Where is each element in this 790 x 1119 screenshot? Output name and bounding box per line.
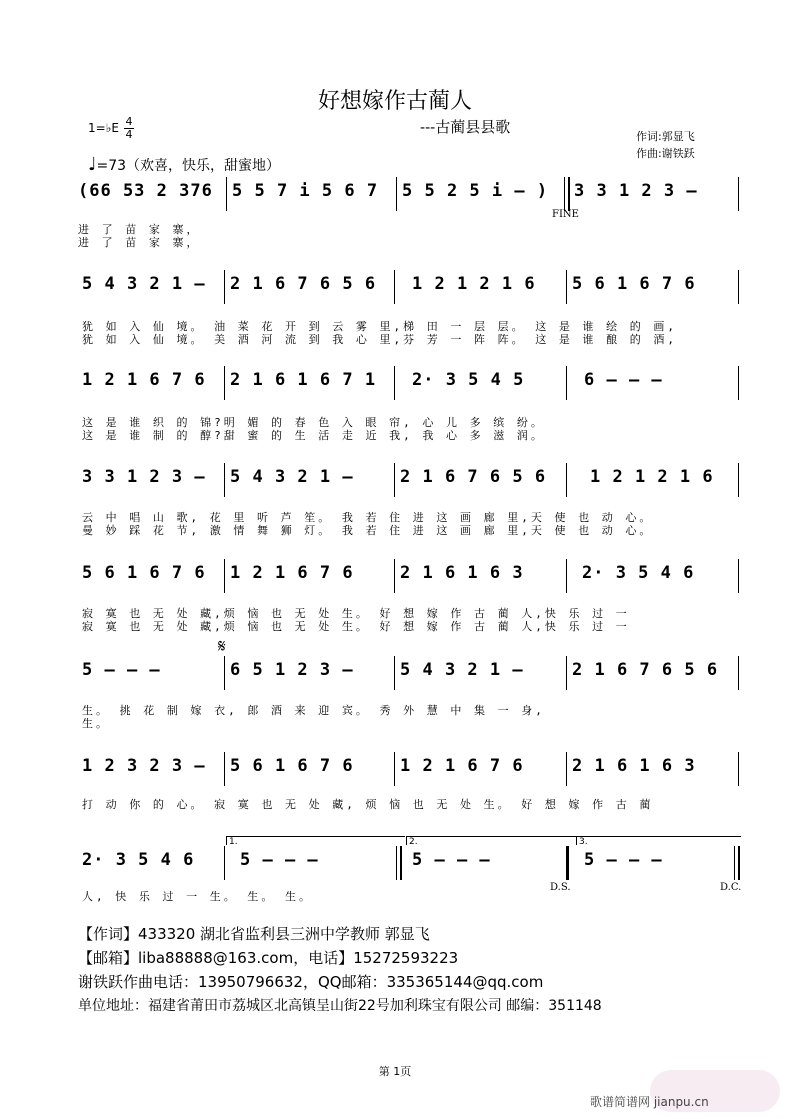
song-subtitle: ---古蔺县县歌 — [420, 118, 511, 136]
volta-3: 3. — [576, 836, 741, 845]
lyrics-verse-1: 云 中 唱 山 歌, 花 里 听 芦 笙。 我 若 住 进 这 画 廊 里,天 使 也 动 心。 — [82, 511, 654, 524]
time-signature-top: 4 — [125, 115, 133, 128]
barline — [566, 463, 567, 497]
measure: 1 2 1 6 7 6 — [230, 563, 354, 583]
measure: 5 – – – — [240, 850, 319, 870]
barline — [394, 270, 395, 304]
lyrics-verse-2: 这 是 谁 制 的 醇?甜 蜜 的 生 活 走 近 我, 我 心 多 滋 润。 — [82, 429, 545, 442]
lyrics-verse-1: 进 了 苗 家 寨， — [78, 223, 201, 236]
quarter-note-icon: ♩ — [88, 154, 97, 175]
measure: 5 5 7 i 5 6 7 — [232, 181, 379, 201]
key-signature: 1=♭E — [88, 121, 119, 135]
barline — [226, 177, 227, 211]
measure: 5 4 3 2 1 – — [82, 274, 206, 294]
repeat-barline — [396, 846, 402, 880]
measure: 2· 3 5 4 6 — [82, 850, 195, 870]
measure: 1 2 1 2 1 6 — [412, 274, 536, 294]
barline — [566, 656, 567, 690]
barline — [738, 270, 739, 304]
barline — [566, 846, 569, 880]
barline — [566, 559, 567, 593]
barline — [394, 366, 395, 400]
barline — [566, 366, 567, 400]
measure: 5 – – – — [584, 850, 663, 870]
measure: 5 – – – — [412, 850, 491, 870]
measure: 2 1 6 7 6 5 6 — [572, 660, 719, 680]
lyrics-verse-1: 犹 如 入 仙 境。 油 菜 花 开 到 云 雾 里,梯 田 一 层 层。 这 是 谁 绘 的 画, — [82, 320, 677, 333]
time-signature-bottom: 4 — [125, 128, 133, 141]
measure: 2 1 6 1 6 7 1 — [230, 370, 377, 390]
volta-1: 1. — [226, 836, 405, 845]
barline — [394, 752, 395, 786]
page-number: 第 1页 — [378, 1065, 412, 1078]
measure: 2 1 6 7 6 5 6 — [400, 467, 547, 487]
measure: 1 2 3 2 3 – — [82, 756, 206, 776]
barline — [224, 752, 225, 786]
barline — [396, 177, 397, 211]
tempo-text: =73（欢喜，快乐，甜蜜地） — [96, 158, 281, 174]
footer-lyricist-info: 【作词】433320 湖北省监利县三洲中学教师 郭显飞 — [78, 925, 430, 943]
barline — [224, 846, 225, 880]
measure: 1 2 1 2 1 6 — [590, 467, 714, 487]
measure: 5 6 1 6 7 6 — [82, 563, 206, 583]
footer-email-info: 【邮箱】liba88888@163.com，电话】15272593223 — [78, 949, 459, 967]
measure: 2 1 6 1 6 3 — [400, 563, 524, 583]
measure: 6 – – – — [584, 370, 663, 390]
lyrics-verse-2: 进 了 苗 家 寨， — [78, 236, 201, 249]
barline — [394, 656, 395, 690]
da-capo-mark: D.C. — [720, 882, 742, 893]
lyrics-verse-1: 打 动 你 的 心。 寂 寞 也 无 处 藏, 烦 恼 也 无 处 生。 好 想 嫁 作 古 蔺 — [82, 798, 654, 811]
lyrics-verse-2: 寂 寞 也 无 处 藏,烦 恼 也 无 处 生。 好 想 嫁 作 古 蔺 人,快 乐 过 一 — [82, 620, 630, 633]
volta-2: 2. — [406, 836, 579, 845]
barline — [224, 366, 225, 400]
measure: 3 3 1 2 3 – — [82, 467, 206, 487]
lyrics-verse-2: 犹 如 入 仙 境。 美 酒 河 流 到 我 心 里,芬 芳 一 阵 阵。 这 是 谁 酿 的 酒, — [82, 333, 677, 346]
measure: 2· 3 5 4 6 — [582, 563, 695, 583]
barline — [738, 559, 739, 593]
measure: 2· 3 5 4 5 — [412, 370, 525, 390]
measure: 5 5 2 5 i – ) — [402, 181, 549, 201]
song-title: 好想嫁作古蔺人 — [317, 89, 472, 114]
footer-composer-info: 谢铁跃作曲电话：13950796632，QQ邮箱：335365144@qq.com — [78, 973, 544, 991]
fine-mark: FINE — [552, 209, 579, 220]
measure: 6 5 1 2 3 – — [230, 660, 354, 680]
final-barline — [734, 846, 740, 880]
measure: 5 – – – — [82, 660, 161, 680]
composer-credit: 作曲:谢铁跃 — [636, 147, 695, 160]
barline — [738, 656, 739, 690]
measure: 5 6 1 6 7 6 — [572, 274, 696, 294]
repeat-barline — [564, 177, 570, 211]
lyrics-verse-2: 生。 — [82, 717, 110, 730]
site-watermark[interactable]: 歌谱简谱网 jianpu.cn — [590, 1095, 709, 1109]
barline — [224, 559, 225, 593]
measure: 2 1 6 7 6 5 6 — [230, 274, 377, 294]
lyrics-verse-1: 这 是 谁 织 的 锦?明 媚 的 春 色 入 眼 帘, 心 儿 多 缤 纷。 — [82, 416, 545, 429]
lyricist-credit: 作词:郭显飞 — [636, 130, 695, 143]
footer-address-info: 单位地址：福建省莆田市荔城区北高镇呈山街22号加利珠宝有限公司 邮编：351148 — [78, 998, 602, 1014]
lyrics-verse-1: 人, 快 乐 过 一 生。 生。 生。 — [82, 890, 313, 903]
barline — [394, 559, 395, 593]
lyrics-verse-1: 寂 寞 也 无 处 藏,烦 恼 也 无 处 生。 好 想 嫁 作 古 蔺 人,快 乐 过 一 — [82, 607, 630, 620]
measure: 5 6 1 6 7 6 — [230, 756, 354, 776]
barline — [566, 270, 567, 304]
barline — [738, 366, 739, 400]
segno-icon: 𝄋 — [218, 636, 226, 657]
barline — [224, 656, 225, 690]
measure: 1 2 1 6 7 6 — [82, 370, 206, 390]
measure: 5 4 3 2 1 – — [230, 467, 354, 487]
time-signature — [124, 116, 134, 141]
measure: 2 1 6 1 6 3 — [572, 756, 696, 776]
dal-segno-mark: D.S. — [550, 882, 571, 893]
barline — [738, 752, 739, 786]
barline — [738, 177, 739, 211]
lyrics-verse-2: 曼 妙 踩 花 节, 激 情 舞 狮 灯。 我 若 住 进 这 画 廊 里,天 使 也 动 心。 — [82, 524, 654, 537]
lyrics-verse-1: 生。 挑 花 制 嫁 衣, 郎 酒 来 迎 宾。 秀 外 慧 中 集 一 身, — [82, 704, 545, 717]
measure: 3 3 1 2 3 – — [574, 181, 698, 201]
tempo-marking — [88, 154, 280, 175]
barline — [394, 463, 395, 497]
measure: 5 4 3 2 1 – — [400, 660, 524, 680]
barline — [224, 463, 225, 497]
barline — [738, 463, 739, 497]
barline — [566, 752, 567, 786]
barline — [224, 270, 225, 304]
measure: (66 53 2 376 — [78, 181, 213, 201]
measure: 1 2 1 6 7 6 — [400, 756, 524, 776]
